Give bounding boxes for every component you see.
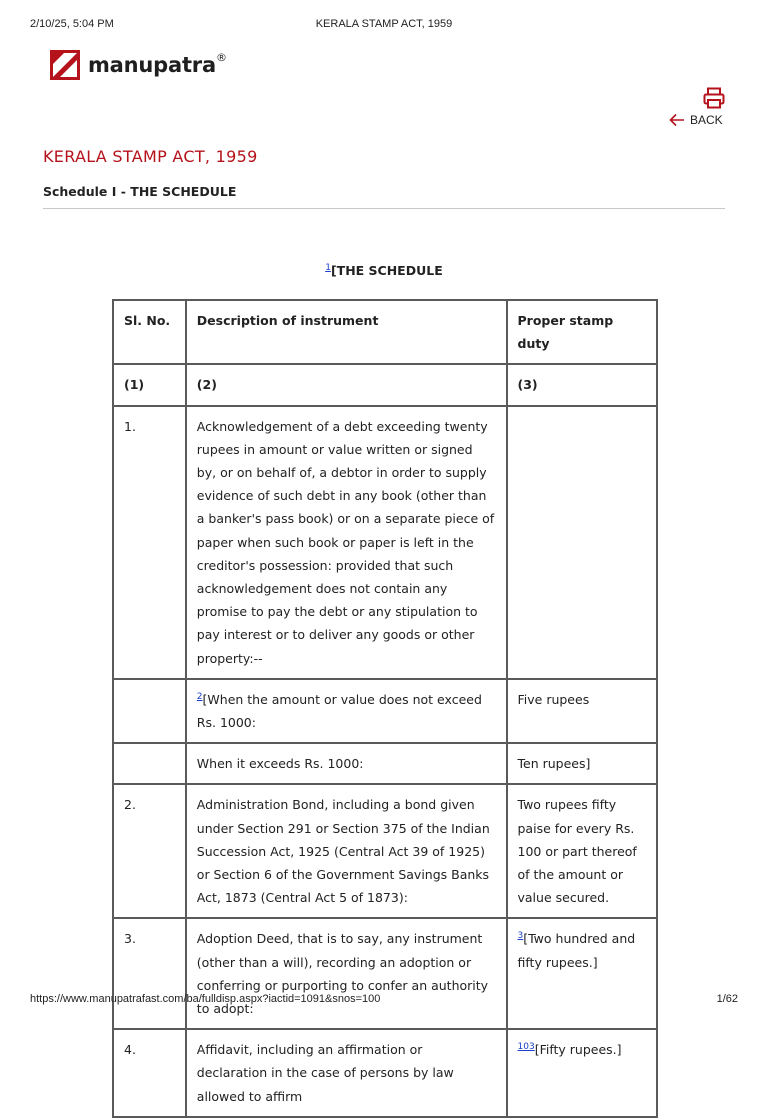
sl-no-cell: 4. (113, 1029, 186, 1117)
table-row (113, 406, 657, 679)
description-cell: When it exceeds Rs. 1000: (186, 743, 507, 784)
duty-cell: Ten rupees] (507, 743, 658, 784)
brand-name: manupatra® (88, 51, 227, 77)
registered-mark: ® (215, 51, 227, 64)
description-cell (186, 679, 507, 743)
table-row (113, 1029, 657, 1117)
column-header: Proper stamp duty (507, 300, 658, 364)
sl-no-cell (113, 743, 186, 784)
print-footer (30, 993, 738, 1005)
footnote-link[interactable]: 3 (517, 931, 524, 942)
back-button[interactable] (669, 111, 723, 129)
description-cell: Affidavit, including an affirmation or declaration in the case of persons by law allowed to affirm (186, 1029, 507, 1117)
description-cell: Acknowledgement of a debt exceeding twenty rupees in amount or value written or signed by, or on behalf of, a debtor in order to supply evidence of such debt in any book (other than a banker's pass book) or on a separate piece of paper when such book or paper is left in the creditor's possession: provided that such acknowledgement does not contain any promise to pay the debt or any stipulation to pay interest or to deliver any goods or other property:-- (186, 406, 507, 679)
column-header: Sl. No. (113, 300, 186, 364)
printer-icon (702, 86, 726, 110)
table-row (113, 784, 657, 918)
column-header: Description of instrument (186, 300, 507, 364)
duty-cell: Two rupees fifty paise for every Rs. 100 or part thereof of the amount or value secured. (507, 784, 658, 918)
sl-no-cell: 3. (113, 918, 186, 1029)
column-number: (3) (507, 364, 658, 405)
duty-cell (507, 1029, 658, 1117)
sl-no-cell: 1. (113, 406, 186, 679)
description-text: [When the amount or value does not exceed Rs. 1000: (196, 691, 482, 731)
page-url: https://www.manupatrafast.com/ba/fulldisp.aspx?iactid=1091&snos=100 (30, 993, 381, 1005)
duty-text: [Fifty rupees.] (534, 1042, 622, 1058)
duty-cell: Five rupees (507, 679, 658, 743)
footnote-link[interactable]: 103 (517, 1042, 535, 1053)
print-datetime: 2/10/25, 5:04 PM (30, 18, 114, 30)
duty-text: [Two hundred and fifty rupees.] (517, 931, 636, 970)
table-colnum-row (113, 364, 657, 405)
act-title: KERALA STAMP ACT, 1959 (43, 147, 258, 166)
table-header-row (113, 300, 657, 364)
description-cell: Adoption Deed, that is to say, any instrument (other than a will), recording an adoption or conferring or purporting to confer an authority to adopt: (186, 918, 507, 1029)
table-row (113, 679, 657, 743)
print-button[interactable] (702, 86, 726, 110)
footnote-link[interactable]: 2 (196, 691, 203, 702)
description-cell: Administration Bond, including a bond given under Section 291 or Section 375 of the Indian Succession Act, 1925 (Central Act 39 of 1925) or Section 6 of the Government Savings Banks Act, 1873 (Central Act 5 of 1873): (186, 784, 507, 918)
footnote-link[interactable]: 1 (325, 262, 331, 273)
print-doc-title: KERALA STAMP ACT, 1959 (315, 18, 453, 30)
manupatra-logo-icon (50, 50, 80, 80)
divider (43, 208, 725, 209)
schedule-heading-text: [THE SCHEDULE (330, 263, 443, 278)
duty-cell (507, 918, 658, 1029)
arrow-left-icon (669, 113, 685, 127)
schedule-heading (0, 263, 768, 278)
back-label: BACK (690, 113, 723, 127)
page-number: 1/62 (716, 993, 738, 1005)
sl-no-cell: 2. (113, 784, 186, 918)
schedule-title: Schedule I - THE SCHEDULE (43, 184, 237, 199)
duty-cell (507, 406, 658, 679)
table-row (113, 918, 657, 1029)
table-row (113, 743, 657, 784)
column-number: (1) (113, 364, 186, 405)
column-number: (2) (186, 364, 507, 405)
sl-no-cell (113, 679, 186, 743)
